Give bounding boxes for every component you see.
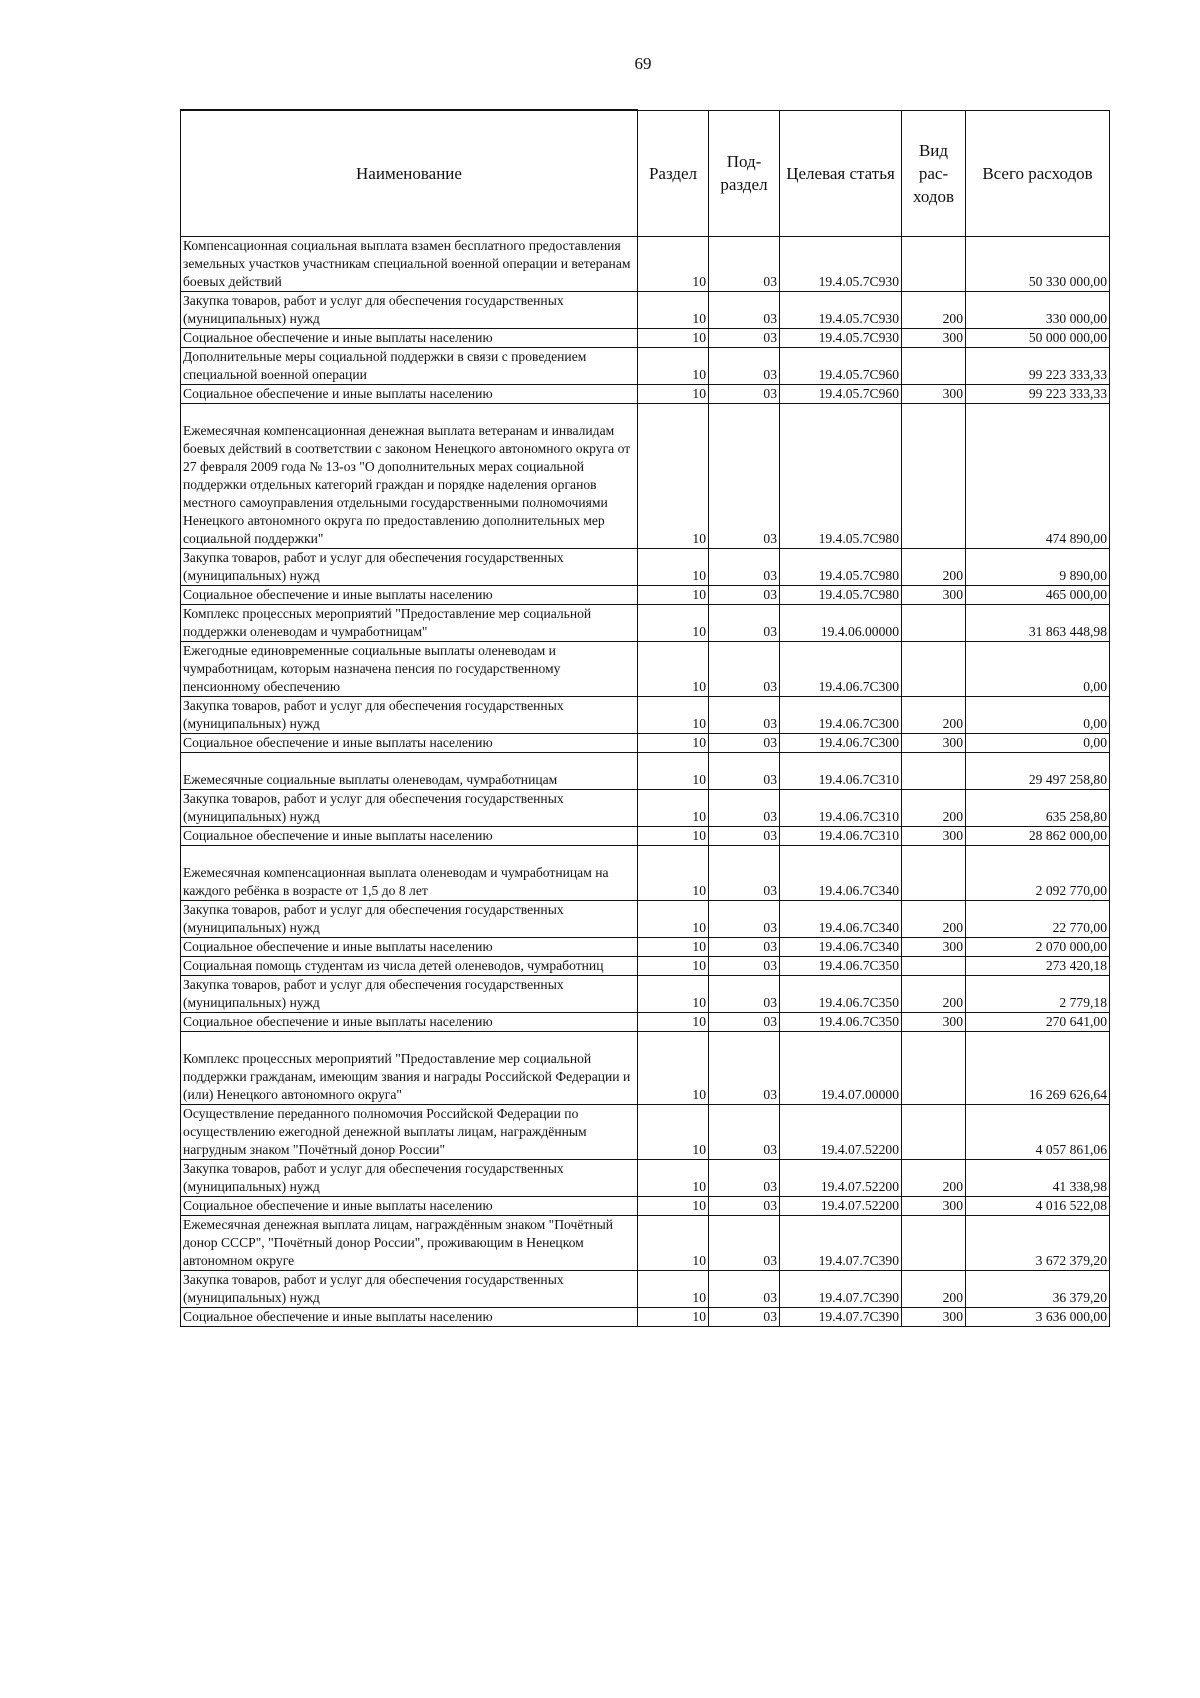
row-name-cell: Социальное обеспечение и иные выплаты населению — [181, 734, 638, 753]
row-expense-type-cell: 200 — [902, 549, 966, 586]
row-target-cell: 19.4.06.7С300 — [780, 642, 902, 697]
row-target-cell: 19.4.07.52200 — [780, 1105, 902, 1160]
row-target-cell: 19.4.06.7С350 — [780, 957, 902, 976]
row-target-cell: 19.4.06.7С310 — [780, 790, 902, 827]
row-name-cell: Социальное обеспечение и иные выплаты населению — [181, 329, 638, 348]
row-section-cell: 10 — [638, 734, 709, 753]
row-target-cell: 19.4.05.7С930 — [780, 329, 902, 348]
row-expense-type-cell: 300 — [902, 1197, 966, 1216]
table-row — [181, 1308, 1110, 1327]
table-row — [181, 348, 1110, 385]
row-section-cell: 10 — [638, 292, 709, 329]
row-target-cell: 19.4.05.7С980 — [780, 586, 902, 605]
row-expense-type-cell: 200 — [902, 697, 966, 734]
header-expense-type: Вид рас-ходов — [902, 110, 966, 237]
row-subsection-cell: 03 — [709, 976, 780, 1013]
row-expense-type-cell — [902, 1105, 966, 1160]
row-total-cell: 465 000,00 — [966, 586, 1110, 605]
header-target: Целевая статья — [780, 110, 902, 237]
row-target-cell: 19.4.07.52200 — [780, 1197, 902, 1216]
row-name-cell: Комплекс процессных мероприятий "Предоставление мер социальной поддержки оленеводам и чумработницам" — [181, 605, 638, 642]
row-target-cell: 19.4.07.00000 — [780, 1032, 902, 1105]
table-row — [181, 1216, 1110, 1271]
row-subsection-cell: 03 — [709, 549, 780, 586]
row-target-cell: 19.4.06.7С300 — [780, 734, 902, 753]
page-number: 69 — [634, 54, 652, 73]
row-total-cell: 0,00 — [966, 734, 1110, 753]
row-total-cell: 4 016 522,08 — [966, 1197, 1110, 1216]
row-expense-type-cell — [902, 1216, 966, 1271]
row-name-cell: Закупка товаров, работ и услуг для обеспечения государственных (муниципальных) нужд — [181, 549, 638, 586]
row-total-cell: 0,00 — [966, 697, 1110, 734]
row-subsection-cell: 03 — [709, 642, 780, 697]
row-subsection-cell: 03 — [709, 938, 780, 957]
row-total-cell: 635 258,80 — [966, 790, 1110, 827]
row-subsection-cell: 03 — [709, 901, 780, 938]
row-expense-type-cell: 200 — [902, 901, 966, 938]
row-expense-type-cell — [902, 753, 966, 790]
row-expense-type-cell — [902, 642, 966, 697]
row-name-cell: Ежегодные единовременные социальные выплаты оленеводам и чумработницам, которым назначена пенсия по государственному пенсионному обеспечению — [181, 642, 638, 697]
row-name-cell: Социальное обеспечение и иные выплаты населению — [181, 827, 638, 846]
row-total-cell: 31 863 448,98 — [966, 605, 1110, 642]
table-row — [181, 404, 1110, 549]
table-row — [181, 329, 1110, 348]
row-target-cell: 19.4.05.7С980 — [780, 549, 902, 586]
row-expense-type-cell: 300 — [902, 827, 966, 846]
row-target-cell: 19.4.06.7С340 — [780, 901, 902, 938]
row-name-cell: Социальная помощь студентам из числа детей оленеводов, чумработниц — [181, 957, 638, 976]
table-row — [181, 586, 1110, 605]
table-row — [181, 938, 1110, 957]
row-expense-type-cell — [902, 348, 966, 385]
row-name-cell: Закупка товаров, работ и услуг для обеспечения государственных (муниципальных) нужд — [181, 790, 638, 827]
row-name-cell: Социальное обеспечение и иные выплаты населению — [181, 1013, 638, 1032]
header-subsection: Под-раздел — [709, 110, 780, 237]
row-target-cell: 19.4.07.52200 — [780, 1160, 902, 1197]
row-subsection-cell: 03 — [709, 1271, 780, 1308]
row-total-cell: 16 269 626,64 — [966, 1032, 1110, 1105]
row-name-cell: Социальное обеспечение и иные выплаты населению — [181, 1308, 638, 1327]
row-subsection-cell: 03 — [709, 292, 780, 329]
row-target-cell: 19.4.07.7С390 — [780, 1271, 902, 1308]
row-total-cell: 99 223 333,33 — [966, 385, 1110, 404]
row-subsection-cell: 03 — [709, 1013, 780, 1032]
row-expense-type-cell: 200 — [902, 292, 966, 329]
row-subsection-cell: 03 — [709, 697, 780, 734]
row-expense-type-cell — [902, 1032, 966, 1105]
row-target-cell: 19.4.06.7С340 — [780, 938, 902, 957]
row-total-cell: 273 420,18 — [966, 957, 1110, 976]
row-expense-type-cell: 300 — [902, 329, 966, 348]
row-target-cell: 19.4.07.7С390 — [780, 1308, 902, 1327]
row-expense-type-cell: 300 — [902, 1308, 966, 1327]
table-header — [181, 110, 1110, 237]
row-total-cell: 99 223 333,33 — [966, 348, 1110, 385]
table-row — [181, 827, 1110, 846]
row-section-cell: 10 — [638, 642, 709, 697]
row-target-cell: 19.4.06.7С350 — [780, 1013, 902, 1032]
row-expense-type-cell — [902, 957, 966, 976]
header-total: Всего расходов — [966, 110, 1110, 237]
row-total-cell: 4 057 861,06 — [966, 1105, 1110, 1160]
row-subsection-cell: 03 — [709, 753, 780, 790]
table-row — [181, 1032, 1110, 1105]
table-row — [181, 385, 1110, 404]
row-subsection-cell: 03 — [709, 329, 780, 348]
row-total-cell: 3 636 000,00 — [966, 1308, 1110, 1327]
table-row — [181, 605, 1110, 642]
row-section-cell: 10 — [638, 827, 709, 846]
row-expense-type-cell — [902, 846, 966, 901]
row-total-cell: 41 338,98 — [966, 1160, 1110, 1197]
row-section-cell: 10 — [638, 938, 709, 957]
row-total-cell: 22 770,00 — [966, 901, 1110, 938]
table-row — [181, 901, 1110, 938]
row-target-cell: 19.4.06.7С310 — [780, 827, 902, 846]
row-target-cell: 19.4.05.7С960 — [780, 385, 902, 404]
row-section-cell: 10 — [638, 404, 709, 549]
row-section-cell: 10 — [638, 1032, 709, 1105]
row-subsection-cell: 03 — [709, 734, 780, 753]
row-name-cell: Закупка товаров, работ и услуг для обеспечения государственных (муниципальных) нужд — [181, 292, 638, 329]
row-total-cell: 50 000 000,00 — [966, 329, 1110, 348]
row-subsection-cell: 03 — [709, 957, 780, 976]
row-expense-type-cell: 200 — [902, 1160, 966, 1197]
row-subsection-cell: 03 — [709, 1308, 780, 1327]
row-section-cell: 10 — [638, 1160, 709, 1197]
row-subsection-cell: 03 — [709, 846, 780, 901]
row-name-cell: Социальное обеспечение и иные выплаты населению — [181, 938, 638, 957]
row-name-cell: Ежемесячные социальные выплаты оленеводам, чумработницам — [181, 753, 638, 790]
row-expense-type-cell: 200 — [902, 790, 966, 827]
row-section-cell: 10 — [638, 846, 709, 901]
row-target-cell: 19.4.07.7С390 — [780, 1216, 902, 1271]
row-name-cell: Осуществление переданного полномочия Российской Федерации по осуществлению ежегодной денежной выплаты лицам, награждённым нагрудным знаком "Почётный донор России" — [181, 1105, 638, 1160]
row-subsection-cell: 03 — [709, 1160, 780, 1197]
row-section-cell: 10 — [638, 329, 709, 348]
row-section-cell: 10 — [638, 348, 709, 385]
row-total-cell: 0,00 — [966, 642, 1110, 697]
row-section-cell: 10 — [638, 1197, 709, 1216]
table-row — [181, 790, 1110, 827]
table-row — [181, 697, 1110, 734]
row-subsection-cell: 03 — [709, 1105, 780, 1160]
header-name: Наименование — [181, 110, 638, 237]
table-row — [181, 549, 1110, 586]
row-expense-type-cell — [902, 404, 966, 549]
row-section-cell: 10 — [638, 586, 709, 605]
row-name-cell: Социальное обеспечение и иные выплаты населению — [181, 1197, 638, 1216]
row-expense-type-cell: 200 — [902, 1271, 966, 1308]
table-row — [181, 957, 1110, 976]
row-expense-type-cell: 300 — [902, 938, 966, 957]
row-name-cell: Дополнительные меры социальной поддержки в связи с проведением специальной военной операции — [181, 348, 638, 385]
row-total-cell: 2 070 000,00 — [966, 938, 1110, 957]
row-name-cell: Социальное обеспечение и иные выплаты населению — [181, 586, 638, 605]
row-target-cell: 19.4.06.7С350 — [780, 976, 902, 1013]
row-target-cell: 19.4.05.7С980 — [780, 404, 902, 549]
row-section-cell: 10 — [638, 957, 709, 976]
row-target-cell: 19.4.06.7С300 — [780, 697, 902, 734]
header-section: Раздел — [638, 110, 709, 237]
row-subsection-cell: 03 — [709, 404, 780, 549]
row-target-cell: 19.4.06.7С340 — [780, 846, 902, 901]
table-row — [181, 1105, 1110, 1160]
row-name-cell: Закупка товаров, работ и услуг для обеспечения государственных (муниципальных) нужд — [181, 1160, 638, 1197]
row-name-cell: Закупка товаров, работ и услуг для обеспечения государственных (муниципальных) нужд — [181, 976, 638, 1013]
row-total-cell: 29 497 258,80 — [966, 753, 1110, 790]
table-row — [181, 1013, 1110, 1032]
row-target-cell: 19.4.05.7С930 — [780, 292, 902, 329]
row-total-cell: 2 779,18 — [966, 976, 1110, 1013]
row-section-cell: 10 — [638, 697, 709, 734]
row-subsection-cell: 03 — [709, 827, 780, 846]
header-row — [181, 110, 1110, 237]
row-subsection-cell: 03 — [709, 586, 780, 605]
row-name-cell: Закупка товаров, работ и услуг для обеспечения государственных (муниципальных) нужд — [181, 1271, 638, 1308]
table-row — [181, 976, 1110, 1013]
row-expense-type-cell: 200 — [902, 976, 966, 1013]
row-target-cell: 19.4.05.7С930 — [780, 237, 902, 292]
table-row — [181, 753, 1110, 790]
table-body — [181, 237, 1110, 1327]
row-total-cell: 474 890,00 — [966, 404, 1110, 549]
row-section-cell: 10 — [638, 1105, 709, 1160]
row-section-cell: 10 — [638, 605, 709, 642]
row-subsection-cell: 03 — [709, 1032, 780, 1105]
row-expense-type-cell: 300 — [902, 1013, 966, 1032]
row-section-cell: 10 — [638, 1216, 709, 1271]
row-subsection-cell: 03 — [709, 1216, 780, 1271]
row-total-cell: 50 330 000,00 — [966, 237, 1110, 292]
row-name-cell: Закупка товаров, работ и услуг для обеспечения государственных (муниципальных) нужд — [181, 901, 638, 938]
table-row — [181, 1271, 1110, 1308]
row-subsection-cell: 03 — [709, 1197, 780, 1216]
row-section-cell: 10 — [638, 1271, 709, 1308]
table-row — [181, 292, 1110, 329]
row-target-cell: 19.4.06.7С310 — [780, 753, 902, 790]
row-total-cell: 28 862 000,00 — [966, 827, 1110, 846]
row-target-cell: 19.4.06.00000 — [780, 605, 902, 642]
table-row — [181, 642, 1110, 697]
row-subsection-cell: 03 — [709, 348, 780, 385]
row-name-cell: Закупка товаров, работ и услуг для обеспечения государственных (муниципальных) нужд — [181, 697, 638, 734]
row-expense-type-cell: 300 — [902, 734, 966, 753]
row-expense-type-cell: 300 — [902, 586, 966, 605]
row-section-cell: 10 — [638, 976, 709, 1013]
row-expense-type-cell — [902, 605, 966, 642]
row-expense-type-cell: 300 — [902, 385, 966, 404]
row-name-cell: Ежемесячная компенсационная выплата оленеводам и чумработницам на каждого ребёнка в возрасте от 1,5 до 8 лет — [181, 846, 638, 901]
row-name-cell: Ежемесячная компенсационная денежная выплата ветеранам и инвалидам боевых действий в соответствии с законом Ненецкого автономного округа от 27 февраля 2009 года № 13-оз "О дополнительных мерах социальной поддержки отдельных категорий граждан и порядке наделения органов местного самоуправления отдельными государственными полномочиями Ненецкого автономного округа по предоставлению дополнительных мер социальной поддержки" — [181, 404, 638, 549]
table-row — [181, 237, 1110, 292]
table-row — [181, 1160, 1110, 1197]
row-section-cell: 10 — [638, 753, 709, 790]
row-total-cell: 2 092 770,00 — [966, 846, 1110, 901]
row-total-cell: 3 672 379,20 — [966, 1216, 1110, 1271]
row-name-cell: Комплекс процессных мероприятий "Предоставление мер социальной поддержки гражданам, имеющим звания и награды Российской Федерации и (или) Ненецкого автономного округа" — [181, 1032, 638, 1105]
row-subsection-cell: 03 — [709, 605, 780, 642]
row-section-cell: 10 — [638, 1308, 709, 1327]
table-row — [181, 1197, 1110, 1216]
row-subsection-cell: 03 — [709, 237, 780, 292]
row-section-cell: 10 — [638, 549, 709, 586]
row-subsection-cell: 03 — [709, 790, 780, 827]
row-total-cell: 270 641,00 — [966, 1013, 1110, 1032]
table-row — [181, 846, 1110, 901]
budget-table — [180, 109, 1110, 1327]
row-section-cell: 10 — [638, 385, 709, 404]
row-total-cell: 9 890,00 — [966, 549, 1110, 586]
table-row — [181, 734, 1110, 753]
row-name-cell: Социальное обеспечение и иные выплаты населению — [181, 385, 638, 404]
row-section-cell: 10 — [638, 790, 709, 827]
row-subsection-cell: 03 — [709, 385, 780, 404]
row-total-cell: 330 000,00 — [966, 292, 1110, 329]
row-section-cell: 10 — [638, 237, 709, 292]
row-section-cell: 10 — [638, 1013, 709, 1032]
row-expense-type-cell — [902, 237, 966, 292]
row-name-cell: Ежемесячная денежная выплата лицам, награждённым знаком "Почётный донор СССР", "Почётный донор России", проживающим в Ненецком автономном округе — [181, 1216, 638, 1271]
row-target-cell: 19.4.05.7С960 — [780, 348, 902, 385]
row-section-cell: 10 — [638, 901, 709, 938]
row-total-cell: 36 379,20 — [966, 1271, 1110, 1308]
row-name-cell: Компенсационная социальная выплата взамен бесплатного предоставления земельных участков участникам специальной военной операции и ветеранам боевых действий — [181, 237, 638, 292]
